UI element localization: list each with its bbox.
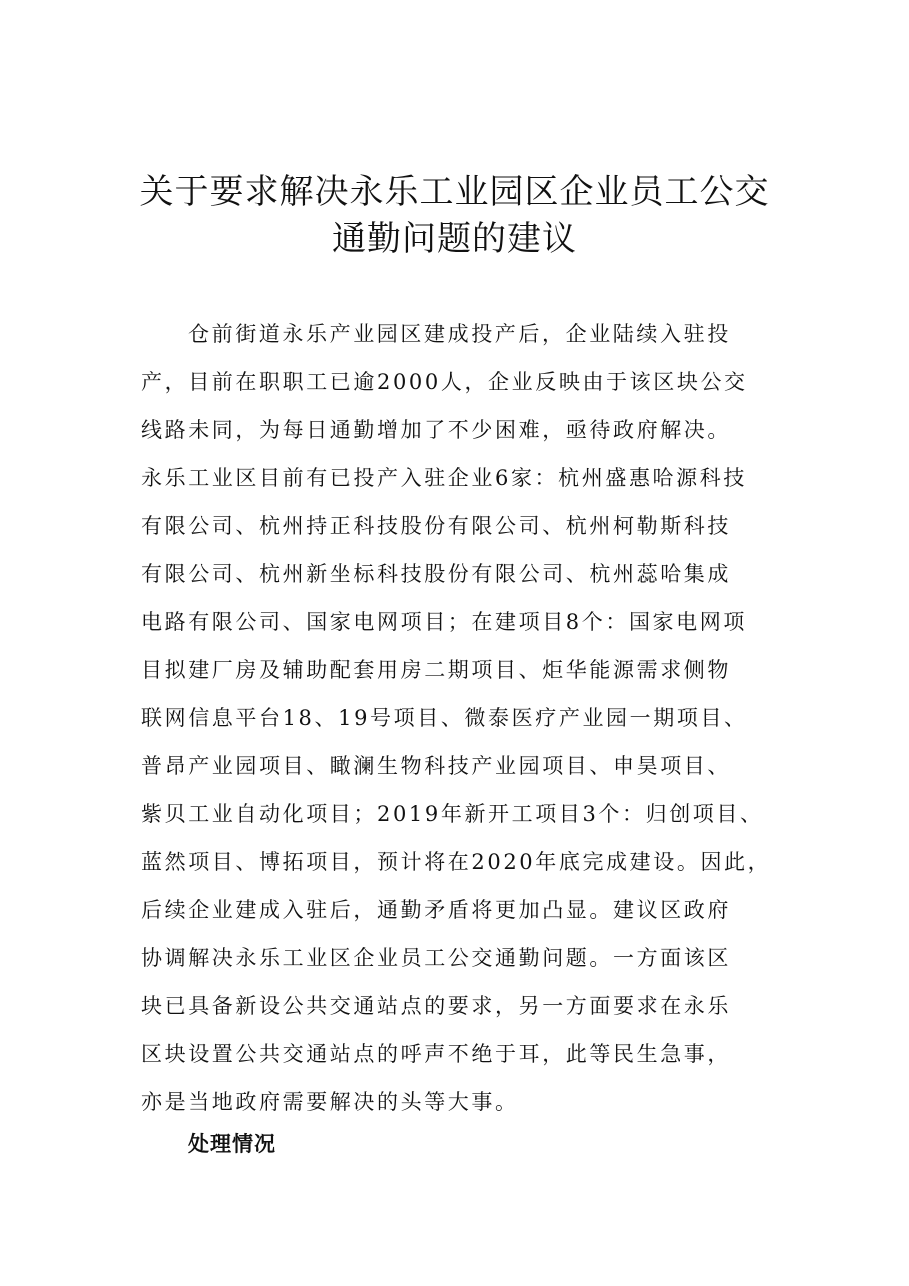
document-title-line-1: 关于要求解决永乐工业园区企业员工公交 — [139, 172, 770, 212]
body-line: 有限公司、杭州持正科技股份有限公司、杭州柯勒斯科技 — [141, 514, 731, 538]
document-title-line-2: 通勤问题的建议 — [332, 219, 577, 259]
section-heading: 处理情况 — [188, 1131, 276, 1156]
body-line: 蓝然项目、博拓项目，预计将在2020年底完成建设。因此， — [141, 850, 772, 874]
body-line: 有限公司、杭州新坐标科技股份有限公司、杭州蕊哈集成 — [141, 562, 731, 586]
body-line: 紫贝工业自动化项目；2019年新开工项目3个：归创项目、 — [141, 802, 764, 826]
body-line: 普昂产业园项目、瞰澜生物科技产业园项目、申昊项目、 — [141, 754, 731, 778]
body-line: 后续企业建成入驻后，通勤矛盾将更加凸显。建议区政府 — [141, 898, 731, 922]
body-line: 联网信息平台18、19号项目、微泰医疗产业园一期项目、 — [141, 706, 748, 730]
body-line: 电路有限公司、国家电网项目；在建项目8个：国家电网项 — [141, 610, 747, 634]
body-line: 块已具备新设公共交通站点的要求，另一方面要求在永乐 — [141, 994, 731, 1018]
body-line: 协调解决永乐工业区企业员工公交通勤问题。一方面该区 — [141, 946, 731, 970]
body-line: 区块设置公共交通站点的呼声不绝于耳，此等民生急事， — [141, 1042, 731, 1066]
body-line: 亦是当地政府需要解决的头等大事。 — [141, 1090, 519, 1114]
body-line: 仓前街道永乐产业园区建成投产后，企业陆续入驻投 — [188, 322, 731, 346]
body-line: 产，目前在职职工已逾2000人，企业反映由于该区块公交 — [141, 370, 748, 394]
body-line: 目拟建厂房及辅助配套用房二期项目、炬华能源需求侧物 — [141, 658, 731, 682]
body-line: 永乐工业区目前有已投产入驻企业6家：杭州盛惠哈源科技 — [141, 466, 747, 490]
body-line: 线路未同，为每日通勤增加了不少困难，亟待政府解决。 — [141, 418, 731, 442]
